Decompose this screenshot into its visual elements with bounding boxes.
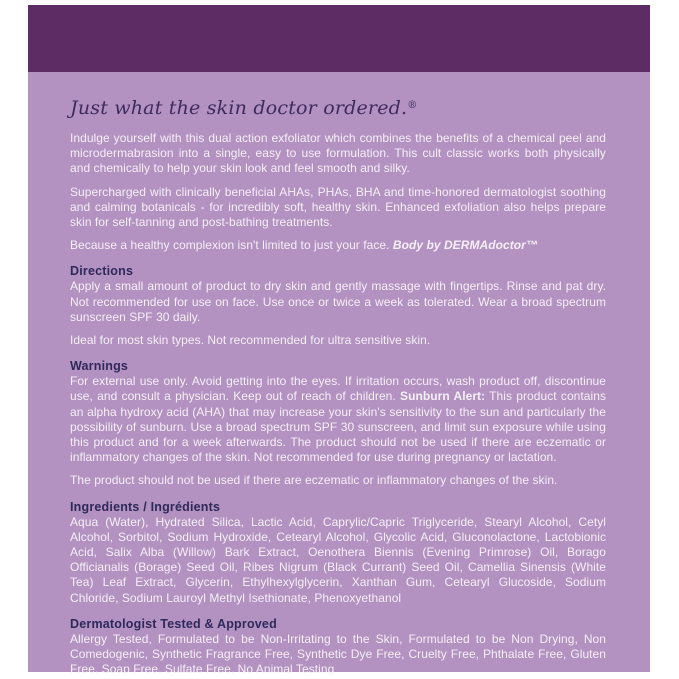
intro-paragraph-1: Indulge yourself with this dual action exfoliator which combines the benefits of a chemical peel and microdermabrasion into a single, easy to use formulation. This cult classic works both physically and chemically to help your skin look and feel smooth and silky. — [70, 131, 606, 176]
brand-tagline — [70, 97, 606, 119]
ingredients-list: Aqua (Water), Hydrated Silica, Lactic Acid, Caprylic/Capric Triglyceride, Stearyl Alcohol, Cetyl Alcohol, Sorbitol, Sodium Hydroxide, Cetearyl Alcohol, Glycolic Acid, Gluconolactone, Lactobionic Acid, Salix Alba (Willow) Bark Extract, Oenothera Biennis (Evening Primrose) Oil, Borago Officianalis (Borage) Seed Oil, Ribes Nigrum (Black Currant) Seed Oil, Camellia Sinensis (White Tea) Leaf Extract, Glycerin, Ethylhexylglycerin, Xanthan Gum, Cetearyl Glucoside, Sodium Chloride, Sodium Lauroyl Methyl Isethionate, Phenoxyethanol — [70, 514, 606, 605]
label-panel — [28, 72, 650, 677]
directions-section — [70, 264, 606, 348]
top-purple-band — [28, 5, 650, 72]
sunburn-alert-label: Sunburn Alert: — [400, 389, 486, 404]
warnings-text-after: This product contains an alpha hydroxy acid (AHA) that may increase your skin's sensitivity to the sun and particularly the possibility of sunburn. Use a broad spectrum SPF 30 sunscreen, and limit sun exposure while using this product and for a week afterwards. The product should not be used if there are eczematic or inflammatory changes of the skin. Not recommended for use during pregnancy or lactation. — [70, 389, 606, 465]
brand-name: Body by DERMAdoctor™ — [392, 238, 538, 253]
warnings-text-before: For external use only. Avoid getting into the eyes. If irritation occurs, wash product off, discontinue use, and consult a physician. Keep out of reach of children. — [70, 374, 606, 404]
body-copy — [70, 131, 606, 677]
claims-text: Allergy Tested, Formulated to be Non-Irritating to the Skin, Formulated to be Non Drying, Non Comedogenic, Synthetic Fragrance Free, Synthetic Dye Free, Cruelty Free, Phthalate Free, Gluten Free, Soap Free, Sulfate Free, No Animal Testing — [70, 631, 606, 677]
warnings-paragraph-1 — [70, 374, 606, 465]
ingredients-heading: Ingredients / Ingrédients — [70, 499, 221, 514]
claims-heading: Dermatologist Tested & Approved — [70, 616, 277, 631]
warnings-heading: Warnings — [70, 359, 129, 374]
ingredients-section — [70, 500, 606, 606]
directions-paragraph-1: Apply a small amount of product to dry skin and gently massage with fingertips. Rinse and pat dry. Not recommended for use on face. Use once or twice a week as tolerated. Wear a broad spectrum sunscreen SPF 30 daily. — [70, 279, 606, 324]
warnings-section — [70, 359, 606, 488]
intro-paragraph-3-text: Because a healthy complexion isn't limited to just your face. — [70, 238, 393, 253]
warnings-paragraph-2: The product should not be used if there are eczematic or inflammatory changes of the skin. — [70, 473, 558, 488]
intro-paragraph-3 — [70, 238, 606, 253]
directions-paragraph-2: Ideal for most skin types. Not recommended for ultra sensitive skin. — [70, 333, 431, 348]
claims-section — [70, 617, 606, 678]
intro-paragraph-2: Supercharged with clinically beneficial AHAs, PHAs, BHA and time-honored dermatologist soothing and calming botanicals - for incredibly soft, healthy skin. Enhanced exfoliation also helps prepare skin for self-tanning and post-bathing treatments. — [70, 184, 606, 230]
label-content — [28, 72, 650, 677]
intro-section — [70, 131, 606, 253]
registered-trademark-symbol: ® — [407, 100, 418, 111]
tagline-text: Just what the skin doctor ordered. — [70, 97, 408, 119]
directions-heading: Directions — [70, 264, 134, 279]
